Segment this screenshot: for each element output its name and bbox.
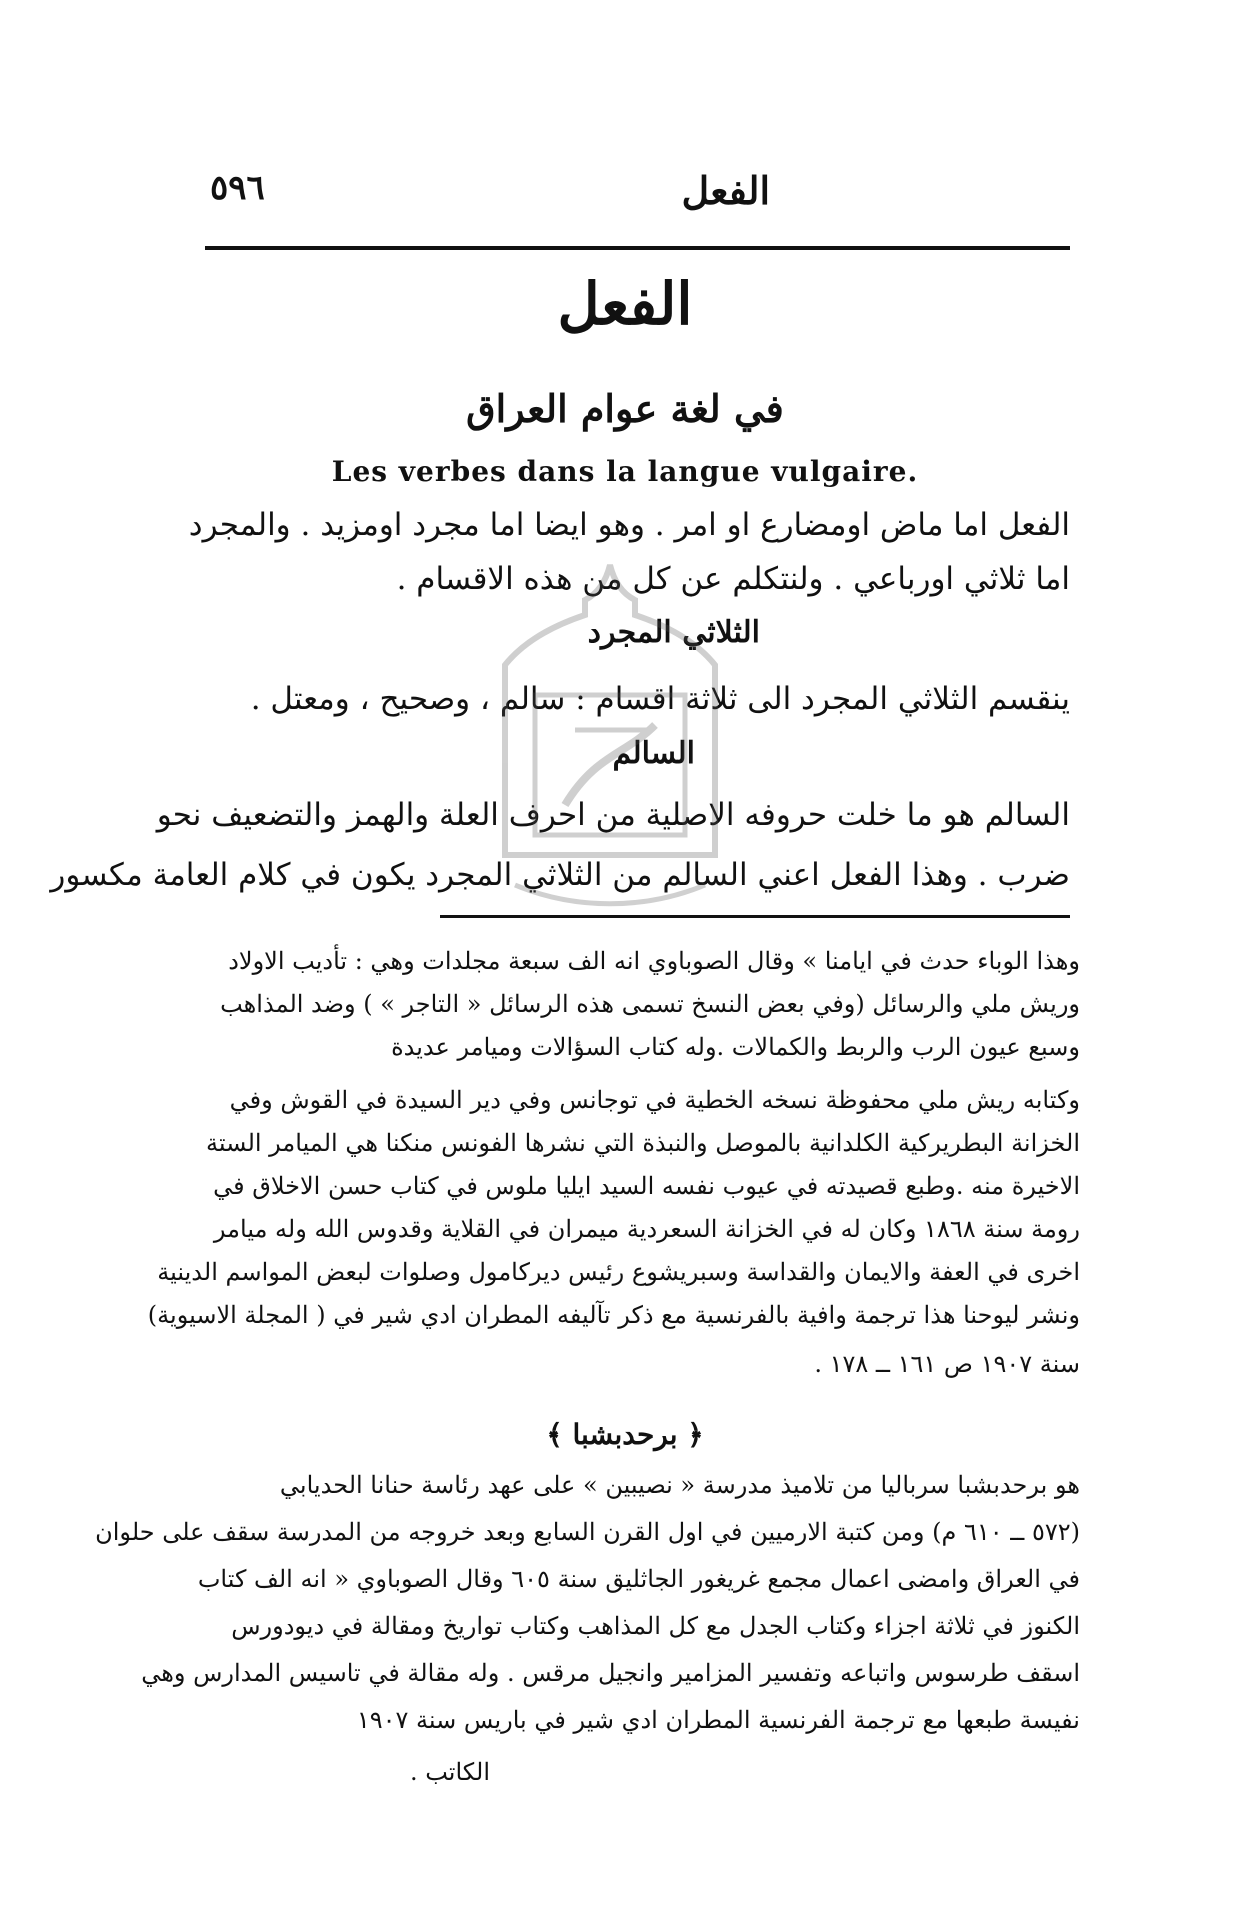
page-number: ٥٩٦ [210, 168, 265, 208]
footnote-line: الخزانة البطريركية الكلدانية بالموصل والنبذة التي نشرها الفونس منكنا هي الميامر الستة [206, 1129, 1080, 1157]
footnote-line: وكتابه ريش ملي محفوظة نسخه الخطية في توجانس وفي دير السيدة في القوش وفي [229, 1086, 1080, 1114]
footnote2-line: اسقف طرسوس واتباعه وتفسير المزامير وانجيل مرقس . وله مقالة في تاسيس المدارس وهي [141, 1659, 1080, 1687]
footnote-line: وهذا الوباء حدث في ايامنا » وقال الصوباوي انه الف سبعة مجلدات وهي : تأديب الاولاد [228, 947, 1080, 975]
salim-line-1: السالم هو ما خلت حروفه الاصلية من احرف العلة والهمز والتضعيف نحو [156, 797, 1070, 833]
footnote-line: اخرى في العفة والايمان والقداسة وسبريشوع رئيس ديركامول وصلوات لبعض المواسم الدينية [157, 1258, 1080, 1286]
footnote-line: وريش ملي والرسائل (وفي بعض النسخ تسمى هذه الرسائل « التاجر » ) وضد المذاهب [220, 990, 1080, 1018]
footnote2-line: (٥٧٢ ــ ٦١٠ م) ومن كتبة الارميين في اول القرن السابع وبعد خروجه من المدرسة سقف على حلوان [95, 1518, 1080, 1546]
footnote2-line: نفيسة طبعها مع ترجمة الفرنسية المطران ادي شير في باريس سنة ١٩٠٧ [356, 1706, 1080, 1734]
header-rule [205, 246, 1070, 250]
section-heading-salim: السالم [612, 736, 695, 771]
footnote2-signature: الكاتب . [409, 1758, 490, 1786]
trilateral-line: ينقسم الثلاثي المجرد الى ثلاثة اقسام : سالم ، وصحيح ، ومعتل . [250, 681, 1070, 717]
footnote-section-heading: ﴿ برحدبشبا ﴾ [546, 1418, 704, 1451]
footnote-line: سنة ١٩٠٧ ص ١٦١ ــ ١٧٨ . [814, 1350, 1080, 1378]
footnote2-line: الكنوز في ثلاثة اجزاء وكتاب الجدل مع كل المذاهب وكتاب تواريخ ومقالة في ديودورس [231, 1612, 1080, 1640]
intro-line-2: اما ثلاثي اورباعي . ولنتكلم عن كل من هذه الاقسام . [396, 561, 1070, 597]
page-header [210, 168, 1060, 228]
footnote2-line: في العراق وامضى اعمال مجمع غريغور الجاثليق سنة ٦٠٥ وقال الصوباوي « انه الف كتاب [197, 1565, 1080, 1593]
intro-line-1: الفعل اما ماض اومضارع او امر . وهو ايضا اما مجرد اومزيد . والمجرد [188, 507, 1070, 543]
article-title: الفعل [557, 270, 693, 338]
footnote-line: الاخيرة منه .وطبع قصيدته في عيوب نفسه السيد ايليا ملوس في كتاب حسن الاخلاق في [213, 1172, 1080, 1200]
library-watermark-icon [455, 555, 765, 935]
article-subtitle-latin: Les verbes dans la langue vulgaire. [331, 455, 919, 488]
footnote-line: رومة سنة ١٨٦٨ وكان له في الخزانة السعردية ميمران في القلاية وقدوس الله وله ميامر [213, 1215, 1080, 1243]
section-heading-trilateral: الثلاثي المجرد [587, 615, 760, 650]
running-head: الفعل [681, 168, 770, 213]
footnote2-line: هو برحدبشبا سرباليا من تلاميذ مدرسة « نصيبين » على عهد رئاسة حنانا الحديابي [279, 1471, 1080, 1499]
footnote-line: وسبع عيون الرب والربط والكمالات .وله كتاب السؤالات ومیامر عديدة [391, 1033, 1080, 1061]
salim-line-2: ضرب . وهذا الفعل اعني السالم من الثلاثي المجرد يكون في كلام العامة مكسور [50, 857, 1070, 893]
article-subtitle: في لغة عوام العراق [466, 386, 784, 431]
footnote-line: ونشر ليوحنا هذا ترجمة وافية بالفرنسية مع ذكر تآليفه المطران ادي شير في ( المجلة الاسيوية) [147, 1301, 1080, 1329]
